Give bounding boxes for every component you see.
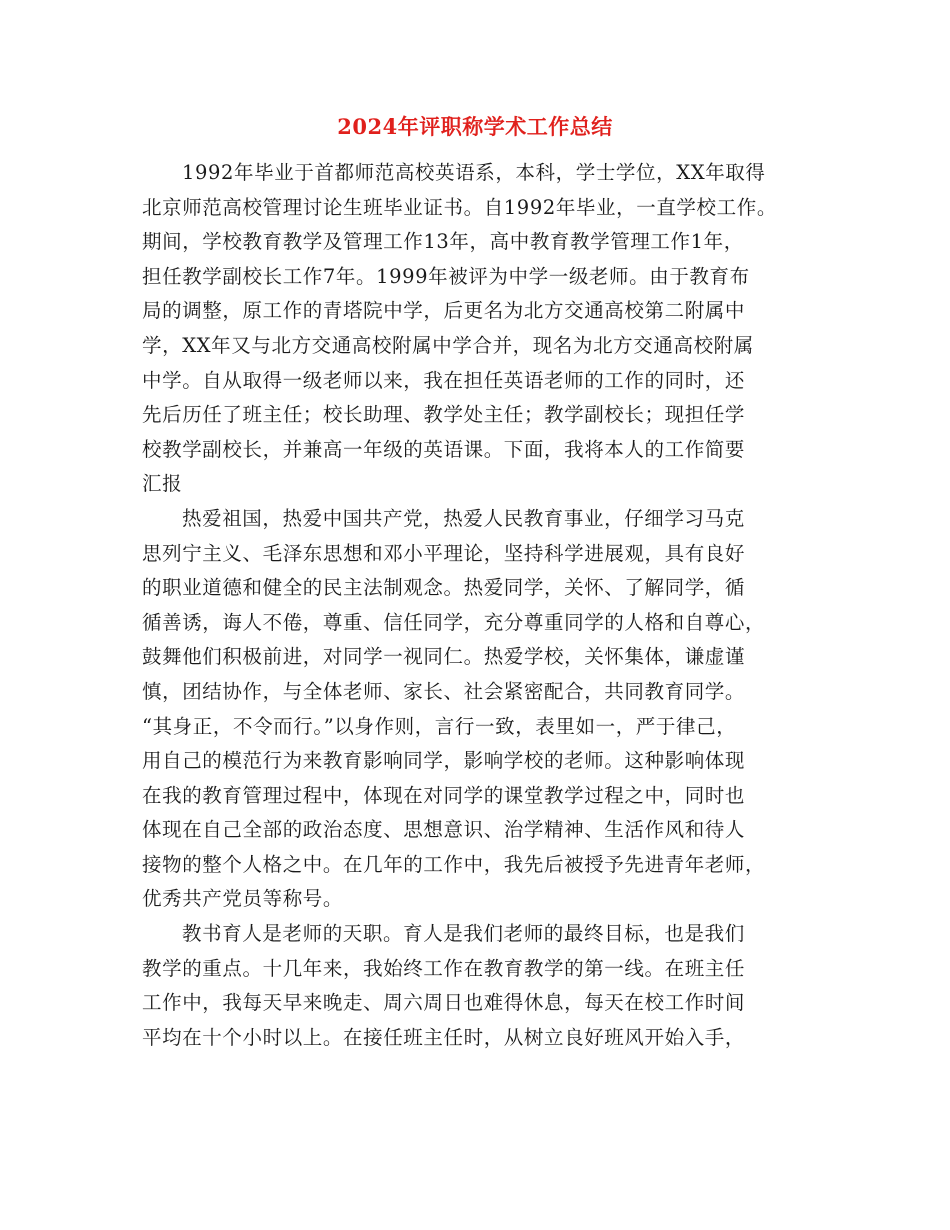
text-line: 担任教学副校长工作7年。1999年被评为中学一级老师。由于教育布	[142, 264, 750, 288]
text-line: 校教学副校长，并兼高一年级的英语课。下面，我将本人的工作简要	[142, 437, 746, 461]
text-line: 接物的整个人格之中。在几年的工作中，我先后被授予先进青年老师，	[142, 852, 766, 876]
text-line: 体现在自己全部的政治态度、思想意识、治学精神、生活作风和待人	[142, 818, 746, 842]
text-line: 学，XX年又与北方交通高校附属中学合并，现名为北方交通高校附属	[142, 333, 754, 357]
document-title: 2024年评职称学术工作总结	[337, 114, 613, 139]
text-line: 1992年毕业于首都师范高校英语系，本科，学士学位，XX年取得	[182, 161, 766, 184]
text-line: 教学的重点。十几年来，我始终工作在教育教学的第一线。在班主任	[142, 956, 746, 980]
text-line: 汇报	[142, 472, 183, 496]
text-line: 先后历任了班主任；校长助理、教学处主任；教学副校长；现担任学	[142, 403, 746, 427]
text-line: “其身正，不令而行。”以身作则，言行一致，表里如一，严于律己，	[142, 714, 737, 738]
text-line: 局的调整，原工作的青塔院中学，后更名为北方交通高校第二附属中	[142, 299, 746, 323]
text-line: 循善诱，诲人不倦，尊重、信任同学，充分尊重同学的人格和自尊心，	[142, 610, 766, 634]
text-line: 慎，团结协作，与全体老师、家长、社会紧密配合，共同教育同学。	[142, 679, 746, 703]
text-line: 鼓舞他们积极前进，对同学一视同仁。热爱学校，关怀集体，谦虚谨	[142, 645, 746, 669]
text-line: 平均在十个小时以上。在接任班主任时，从树立良好班风开始入手，	[142, 1025, 746, 1049]
text-line: 期间，学校教育教学及管理工作13年，高中教育教学管理工作1年，	[142, 230, 744, 254]
text-line: 思列宁主义、毛泽东思想和邓小平理论，坚持科学进展观，具有良好	[142, 541, 746, 565]
text-line: 中学。自从取得一级老师以来，我在担任英语老师的工作的同时，还	[142, 368, 746, 392]
document-body	[142, 156, 812, 1055]
text-line: 用自己的模范行为来教育影响同学，影响学校的老师。这种影响体现	[142, 749, 746, 773]
paragraph-3	[142, 917, 812, 1055]
text-line: 的职业道德和健全的民主法制观念。热爱同学，关怀、了解同学，循	[142, 576, 746, 600]
text-line: 教书育人是老师的天职。育人是我们老师的最终目标，也是我们	[182, 922, 745, 946]
text-line: 工作中，我每天早来晚走、周六周日也难得休息，每天在校工作时间	[142, 991, 746, 1015]
text-line: 热爱祖国，热爱中国共产党，热爱人民教育事业，仔细学习马克	[182, 506, 745, 530]
text-line: 优秀共产党员等称号。	[142, 887, 344, 911]
text-line: 北京师范高校管理讨论生班毕业证书。自1992年毕业，一直学校工作。	[142, 195, 777, 219]
paragraph-1	[142, 156, 812, 502]
paragraph-2	[142, 502, 812, 917]
text-line: 在我的教育管理过程中，体现在对同学的课堂教学过程之中，同时也	[142, 783, 746, 807]
